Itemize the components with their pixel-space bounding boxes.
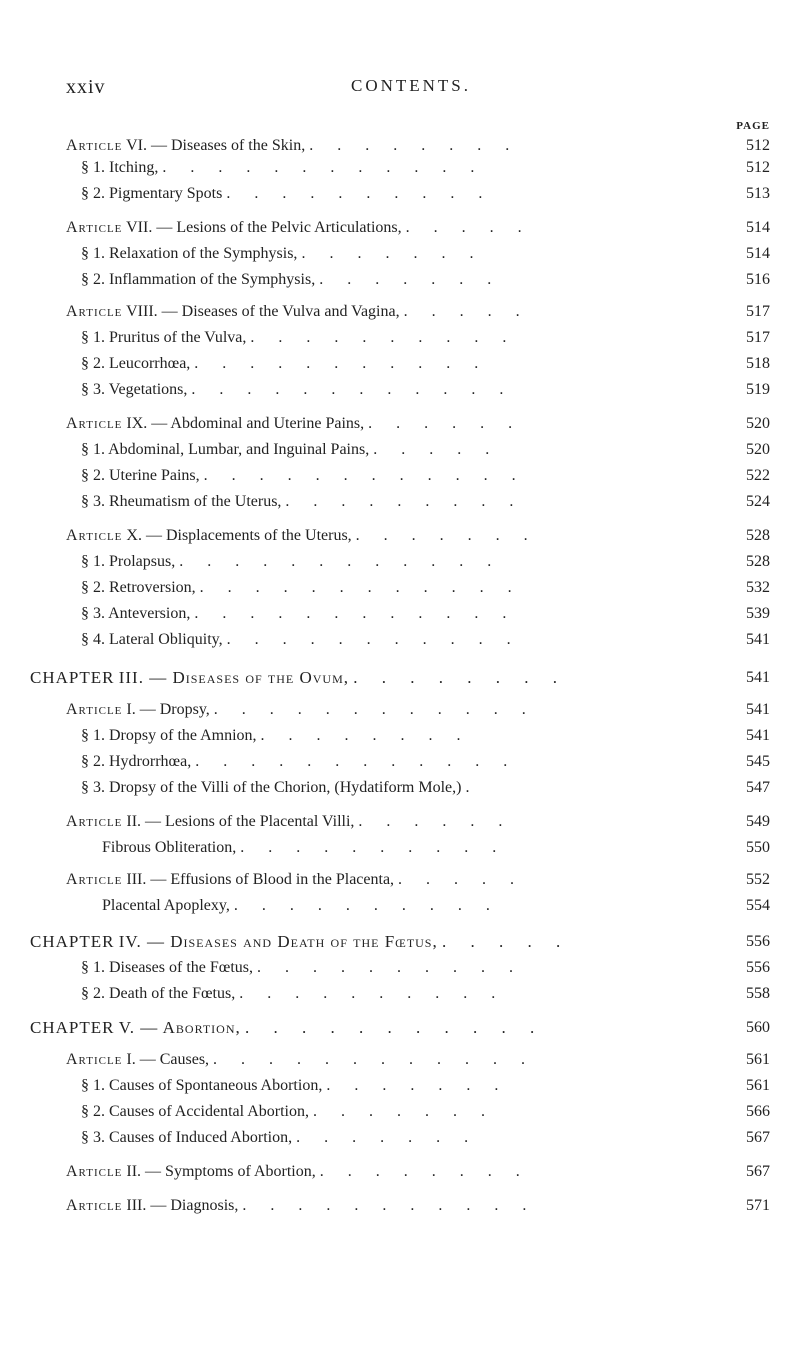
entry-title: V. — Abortion, [118,1018,241,1037]
entry-page-number: 520 [746,415,770,432]
entry-page-number: 567 [746,1163,770,1180]
entry-page-number: 571 [746,1197,770,1214]
entry-prefix: § 1. [81,441,105,458]
entry-label [81,576,522,600]
entry-title: II. — Lesions of the Placental Villi, [126,813,355,830]
entry-page-number: 517 [746,329,770,346]
leader-dots: . . . . . . . . . . . . [162,159,485,176]
section-row [0,576,800,600]
entry-prefix: § 1. [81,553,105,570]
entry-prefix: § 4. [81,631,105,648]
page-number: xxiv [66,76,106,98]
entry-label [66,134,519,158]
entry-page-number: 561 [746,1077,770,1094]
entry-title: Prolapsus, [109,553,176,570]
entry-page-number: 550 [746,839,770,856]
section-row [0,836,800,860]
page-header [66,76,756,100]
entry-label [81,550,501,574]
entry-prefix: § 3. [81,779,105,796]
entry-title: III. — Diagnosis, [126,1197,239,1214]
entry-title: Fibrous Obliteration, [102,839,237,856]
leader-dots: . . . . . . . . . . [250,329,517,346]
leader-dots: . . . . . . . . . . [256,959,523,976]
entry-page-number: 556 [746,959,770,976]
entry-page-number: 519 [746,381,770,398]
section-row [0,750,800,774]
entry-page-number: 513 [746,185,770,202]
entry-label [30,1016,544,1040]
entry-page-number: 567 [746,1129,770,1146]
entry-page-number: 512 [746,159,770,176]
leader-dots: . . . . . [373,441,500,458]
entry-prefix: § 2. [81,271,105,288]
entry-page-number: 541 [746,631,770,648]
entry-label [81,628,521,652]
entry-page-number: 560 [746,1019,770,1036]
section-row [0,724,800,748]
entry-label [81,268,501,292]
entry-page-number: 512 [746,137,770,154]
entry-title: VI. — Diseases of the Skin, [126,137,306,154]
entry-title: Rheumatism of the Uterus, [109,493,282,510]
entry-page-number: 547 [746,779,770,796]
entry-title: VIII. — Diseases of the Vulva and Vagina, [126,303,400,320]
entry-prefix: § 3. [81,381,105,398]
entry-title: Itching, [109,159,159,176]
section-row [0,156,800,180]
chapter-row [0,930,800,954]
entry-label [66,810,512,834]
leader-dots: . . . . . . . . . . . . [191,381,514,398]
entry-title: Pruritus of the Vulva, [109,329,247,346]
entry-title: Diseases of the Fœtus, [109,959,253,976]
entry-page-number: 528 [746,553,770,570]
entry-label [81,378,513,402]
entry-page-number: 532 [746,579,770,596]
entry-prefix: § 2. [81,579,105,596]
entry-label [81,156,484,180]
page-title: CONTENTS. [350,76,472,95]
leader-dots: . . . . . [403,303,530,320]
section-row [0,776,800,800]
section-row [0,982,800,1006]
entry-label [81,724,471,748]
section-row [0,268,800,292]
entry-prefix: § 3. [81,493,105,510]
entry-label [66,216,532,240]
entry-page-number: 518 [746,355,770,372]
entry-label [81,242,483,266]
entry-page-number: 561 [746,1051,770,1068]
entry-title: Causes of Induced Abortion, [109,1129,293,1146]
entry-label [102,894,500,918]
entry-label [66,698,536,722]
leader-dots: . . . . . . . . . . [239,985,506,1002]
leader-dots: . . . . . . . . . . . [194,355,489,372]
entry-title: III. — Diseases of the Ovum, [118,668,350,687]
entry-page-number: 528 [746,527,770,544]
section-row [0,464,800,488]
article-row [0,524,800,548]
entry-page-number: 541 [746,669,770,686]
leader-dots: . . . . . . . . . . [233,897,500,914]
entry-prefix: § 1. [81,959,105,976]
entry-page-number: 514 [746,219,770,236]
leader-dots: . . . . . [441,932,571,951]
entry-page-number: 516 [746,271,770,288]
article-row [0,868,800,892]
entry-page-number: 517 [746,303,770,320]
entry-title: I. — Dropsy, [126,701,210,718]
entry-title: X. — Displacements of the Uterus, [126,527,352,544]
section-row [0,326,800,350]
entry-prefix: Article [66,701,123,718]
section-row [0,1100,800,1124]
entry-label [81,1100,495,1124]
leader-dots: . . . . . . . . . . . . [213,701,536,718]
leader-dots: . . . . . . . . . . . . [213,1051,536,1068]
article-row [0,134,800,158]
section-row [0,352,800,376]
leader-dots: . . . . . . [368,415,523,432]
leader-dots: . . . . . [398,871,525,888]
entry-label [81,602,516,626]
leader-dots: . . . . . . . [319,271,502,288]
section-row [0,1074,800,1098]
entry-prefix: CHAPTER [30,668,115,687]
entry-prefix: Article [66,1197,123,1214]
entry-label [30,666,567,690]
leader-dots: . . . . . . . . . . . [242,1197,537,1214]
entry-prefix: § 2. [81,467,105,484]
article-row [0,412,800,436]
section-row [0,242,800,266]
chapter-row [0,666,800,690]
entry-title: III. — Effusions of Blood in the Placenta, [126,871,395,888]
article-row [0,1160,800,1184]
leader-dots: . . . . . . . [326,1077,509,1094]
section-row [0,956,800,980]
entry-label [81,982,505,1006]
section-row [0,378,800,402]
section-row [0,894,800,918]
entry-prefix: Article [66,415,123,432]
entry-title: Relaxation of the Symphysis, [109,245,298,262]
entry-page-number: 541 [746,701,770,718]
entry-title: I. — Causes, [126,1051,210,1068]
leader-dots: . . . . . . . . . . . . [195,753,518,770]
entry-title: Death of the Fœtus, [109,985,236,1002]
entry-label [81,490,523,514]
entry-title: Lateral Obliquity, [109,631,223,648]
entry-label [66,868,524,892]
entry-label [66,1160,530,1184]
entry-prefix: Article [66,871,123,888]
leader-dots: . . . . . . . . . . . [245,1018,545,1037]
leader-dots: . . . . . . . . . . [226,185,493,202]
entry-page-number: 558 [746,985,770,1002]
entry-title: Uterine Pains, [109,467,200,484]
leader-dots: . . . . . . . . . . [240,839,507,856]
leader-dots: . [465,779,480,796]
article-row [0,216,800,240]
entry-label [81,326,516,350]
entry-prefix: Article [66,527,123,544]
leader-dots: . . . . . . . . . . . . [179,553,502,570]
entry-label [81,464,526,488]
entry-label [81,438,499,462]
entry-title: Retroversion, [109,579,196,596]
leader-dots: . . . . . [405,219,532,236]
entry-prefix: § 2. [81,355,105,372]
entry-prefix: Article [66,813,123,830]
leader-dots: . . . . . . . [296,1129,479,1146]
entry-label [81,956,523,980]
leader-dots: . . . . . . . . [353,668,568,687]
entry-title: Leucorrhœa, [109,355,191,372]
article-row [0,810,800,834]
entry-title: Vegetations, [108,381,188,398]
entry-page-number: 566 [746,1103,770,1120]
entry-page-number: 520 [746,441,770,458]
entry-prefix: Article [66,1051,123,1068]
article-row [0,1048,800,1072]
entry-label [66,524,538,548]
entry-label [66,300,530,324]
entry-title: Dropsy of the Amnion, [109,727,257,744]
entry-page-number: 545 [746,753,770,770]
entry-page-number: 552 [746,871,770,888]
entry-title: VII. — Lesions of the Pelvic Articulations, [126,219,402,236]
leader-dots: . . . . . . . . . . . . [203,467,526,484]
entry-label [66,1048,535,1072]
leader-dots: . . . . . . . . [309,137,520,154]
entry-label [81,182,492,206]
entry-prefix: Article [66,1163,123,1180]
section-row [0,182,800,206]
entry-label [81,750,517,774]
entry-label [102,836,506,860]
chapter-row [0,1016,800,1040]
article-row [0,1194,800,1218]
entry-label [66,412,522,436]
leader-dots: . . . . . . . . . . . . [199,579,522,596]
entry-page-number: 539 [746,605,770,622]
entry-page-number: 556 [746,933,770,950]
page-column-label: PAGE [736,120,770,132]
entry-prefix: § 3. [81,1129,105,1146]
section-row [0,438,800,462]
entry-prefix: § 1. [81,245,105,262]
leader-dots: . . . . . . . . [260,727,471,744]
entry-title: Pigmentary Spots [109,185,223,202]
article-row [0,698,800,722]
entry-prefix: § 1. [81,1077,105,1094]
entry-label [81,1126,478,1150]
entry-label [66,1194,536,1218]
entry-label [30,930,570,954]
entry-prefix: § 3. [81,605,105,622]
article-row [0,300,800,324]
entry-title: IX. — Abdominal and Uterine Pains, [126,415,365,432]
leader-dots: . . . . . . . [355,527,538,544]
section-row [0,628,800,652]
section-row [0,550,800,574]
leader-dots: . . . . . . . . [319,1163,530,1180]
entry-title: Causes of Accidental Abortion, [109,1103,309,1120]
entry-label [81,352,488,376]
entry-page-number: 541 [746,727,770,744]
entry-title: Causes of Spontaneous Abortion, [109,1077,323,1094]
entry-prefix: § 1. [81,159,105,176]
entry-prefix: Article [66,137,123,154]
section-row [0,602,800,626]
entry-title: Abdominal, Lumbar, and Inguinal Pains, [108,441,370,458]
entry-prefix: § 2. [81,185,105,202]
leader-dots: . . . . . . . . . [285,493,524,510]
entry-title: Inflammation of the Symphysis, [109,271,316,288]
entry-prefix: § 2. [81,753,105,770]
entry-page-number: 514 [746,245,770,262]
entry-page-number: 522 [746,467,770,484]
entry-prefix: Article [66,303,123,320]
leader-dots: . . . . . . . [301,245,484,262]
section-row [0,1126,800,1150]
entry-title: II. — Symptoms of Abortion, [126,1163,316,1180]
leader-dots: . . . . . . . . . . . . [194,605,517,622]
entry-prefix: § 2. [81,1103,105,1120]
entry-page-number: 549 [746,813,770,830]
entry-title: Hydrorrhœa, [109,753,192,770]
entry-prefix: CHAPTER [30,1018,115,1037]
leader-dots: . . . . . . . [312,1103,495,1120]
entry-page-number: 554 [746,897,770,914]
entry-label [81,1074,508,1098]
entry-prefix: § 1. [81,727,105,744]
leader-dots: . . . . . . [358,813,513,830]
entry-label [81,776,479,800]
entry-prefix: CHAPTER [30,932,115,951]
entry-prefix: § 2. [81,985,105,1002]
entry-title: Placental Apoplexy, [102,897,230,914]
entry-prefix: § 1. [81,329,105,346]
entry-title: IV. — Diseases and Death of the Fœtus, [118,932,438,951]
section-row [0,490,800,514]
leader-dots: . . . . . . . . . . . [226,631,521,648]
entry-page-number: 524 [746,493,770,510]
entry-prefix: Article [66,219,123,236]
entry-title: Dropsy of the Villi of the Chorion, (Hydatiform Mole,) [109,779,462,796]
entry-title: Anteversion, [108,605,191,622]
